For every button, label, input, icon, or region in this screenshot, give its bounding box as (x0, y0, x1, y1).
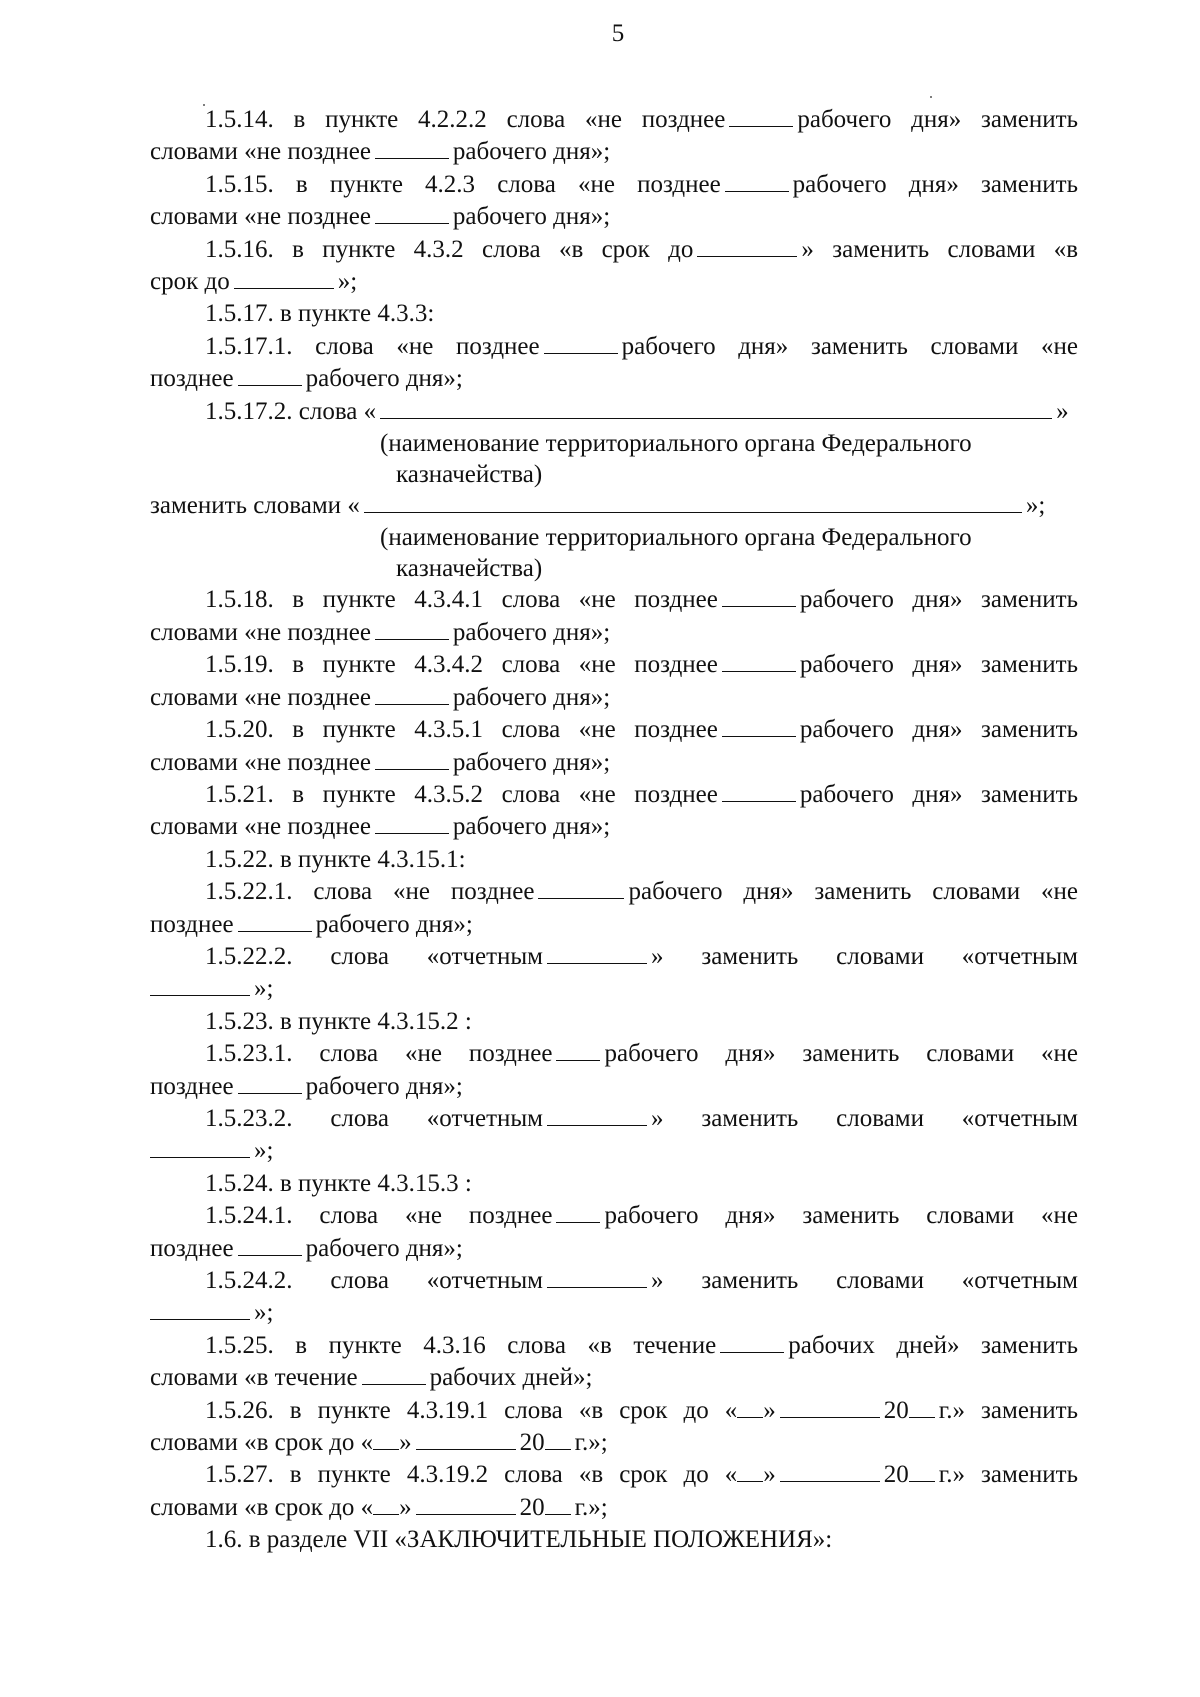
blank-field (909, 1395, 935, 1418)
replace-with-line: заменить словами « »; (150, 492, 1046, 520)
item-1-5-18-cont: словами «не позднее рабочего дня»; (150, 618, 611, 646)
blank-field (364, 490, 1022, 513)
item-1-5-20: 1.5.20. в пункте 4.3.5.1 слова «не позднее рабочего дня» заменить (205, 716, 1078, 744)
blank-field (375, 747, 449, 770)
blank-field (416, 1427, 516, 1450)
blank-field (556, 1038, 600, 1061)
blank-field (780, 1459, 880, 1482)
blank-field (373, 1492, 399, 1515)
item-1-5-22-1: 1.5.22.1. слова «не позднее рабочего дня» заменить словами «не (205, 878, 1078, 906)
item-1-5-26: 1.5.26. в пункте 4.3.19.1 слова «в срок до « » 20 г.» заменить (205, 1396, 1078, 1424)
item-1-5-17-1-cont: позднее рабочего дня»; (150, 365, 463, 393)
blank-field (547, 941, 647, 964)
item-1-5-20-cont: словами «не позднее рабочего дня»; (150, 748, 611, 776)
item-1-5-16: 1.5.16. в пункте 4.3.2 слова «в срок до » заменить словами «в (205, 235, 1079, 263)
blank-field (150, 1297, 250, 1320)
blank-field (544, 331, 618, 354)
blank-field (375, 136, 449, 159)
blank-field (720, 1330, 784, 1353)
blank-field (150, 973, 250, 996)
item-1-5-23-1: 1.5.23.1. слова «не позднее рабочего дня» заменить словами «не (205, 1040, 1078, 1068)
item-1-5-23-2-cont: »; (150, 1135, 1078, 1167)
blank-field (238, 909, 312, 932)
blank-field (547, 1265, 647, 1288)
item-1-6: 1.6. в разделе VII «ЗАКЛЮЧИТЕЛЬНЫЕ ПОЛОЖЕНИЯ»: (205, 1526, 833, 1554)
item-1-5-24-1-cont: позднее рабочего дня»; (150, 1234, 463, 1262)
blank-field (362, 1362, 426, 1385)
blank-field (722, 584, 796, 607)
item-1-5-19: 1.5.19. в пункте 4.3.4.2 слова «не позднее рабочего дня» заменить (205, 651, 1078, 679)
item-1-5-24-2-cont: »; (150, 1297, 1078, 1329)
item-1-5-23-1-cont: позднее рабочего дня»; (150, 1072, 463, 1100)
blank-field (375, 682, 449, 705)
blank-field (737, 1395, 763, 1418)
caption-territorial-organ: (наименование территориального органа Федерального казначейства) (380, 430, 972, 489)
blank-field (722, 649, 796, 672)
item-1-5-23: 1.5.23. в пункте 4.3.15.2 : (205, 1007, 472, 1035)
item-1-5-15-cont: словами «не позднее рабочего дня»; (150, 203, 611, 231)
item-1-5-23-2: 1.5.23.2. слова «отчетным » заменить словами «отчетным (205, 1104, 1078, 1132)
blank-field (722, 779, 796, 802)
blank-field (150, 1135, 250, 1158)
blank-field (737, 1459, 763, 1482)
blank-field (722, 714, 796, 737)
item-1-5-22-2-cont: »; (150, 973, 1078, 1005)
blank-field (545, 1492, 571, 1515)
item-1-5-21: 1.5.21. в пункте 4.3.5.2 слова «не позднее рабочего дня» заменить (205, 780, 1078, 808)
item-1-5-24-2: 1.5.24.2. слова «отчетным » заменить словами «отчетным (205, 1267, 1078, 1294)
item-1-5-22: 1.5.22. в пункте 4.3.15.1: (205, 845, 466, 873)
item-1-5-17-1: 1.5.17.1. слова «не позднее рабочего дня» заменить словами «не (205, 332, 1078, 360)
item-1-5-14: 1.5.14. в пункте 4.2.2.2 слова «не позднее рабочего дня» заменить (205, 106, 1078, 133)
blank-field (238, 1233, 302, 1256)
item-1-5-18: 1.5.18. в пункте 4.3.4.1 слова «не позднее рабочего дня» заменить (205, 586, 1078, 614)
blank-field (725, 169, 789, 192)
item-1-5-17-2: 1.5.17.2. слова « » (205, 397, 1069, 425)
scan-speck (930, 96, 932, 98)
item-1-5-14-cont: словами «не позднее рабочего дня»; (150, 138, 611, 166)
item-1-5-15: 1.5.15. в пункте 4.2.3 слова «не позднее рабочего дня» заменить (205, 170, 1078, 198)
blank-field (234, 266, 334, 289)
item-1-5-16-cont: срок до »; (150, 268, 358, 296)
item-1-5-25: 1.5.25. в пункте 4.3.16 слова «в течение рабочих дней» заменить (205, 1331, 1078, 1359)
blank-field (375, 811, 449, 834)
blank-field (545, 1427, 571, 1450)
blank-field (729, 104, 793, 127)
item-1-5-24: 1.5.24. в пункте 4.3.15.3 : (205, 1169, 472, 1197)
blank-field (538, 876, 624, 899)
blank-field (697, 234, 797, 257)
item-1-5-21-cont: словами «не позднее рабочего дня»; (150, 813, 611, 841)
blank-field (380, 396, 1052, 419)
item-1-5-26-cont: словами «в срок до « » 20 г.»; (150, 1429, 608, 1457)
item-1-5-27: 1.5.27. в пункте 4.3.19.2 слова «в срок до « » 20 г.» заменить (205, 1461, 1078, 1489)
blank-field (238, 363, 302, 386)
item-1-5-19-cont: словами «не позднее рабочего дня»; (150, 683, 611, 711)
blank-field (375, 201, 449, 224)
blank-field (238, 1071, 302, 1094)
blank-field (416, 1492, 516, 1515)
item-1-5-25-cont: словами «в течение рабочих дней»; (150, 1364, 593, 1392)
document-body (150, 104, 1078, 1557)
blank-field (373, 1427, 399, 1450)
item-1-5-27-cont: словами «в срок до « » 20 г.»; (150, 1493, 608, 1521)
item-1-5-22-2: 1.5.22.2. слова «отчетным » заменить словами «отчетным (205, 942, 1078, 970)
blank-field (556, 1200, 600, 1223)
item-1-5-22-1-cont: позднее рабочего дня»; (150, 910, 473, 938)
blank-field (909, 1459, 935, 1482)
scan-speck (203, 104, 205, 106)
blank-field (780, 1395, 880, 1418)
blank-field (547, 1103, 647, 1126)
item-1-5-17: 1.5.17. в пункте 4.3.3: (205, 300, 435, 328)
page-number: 5 (611, 20, 625, 47)
item-1-5-24-1: 1.5.24.1. слова «не позднее рабочего дня» заменить словами «не (205, 1202, 1078, 1230)
blank-field (375, 617, 449, 640)
caption-territorial-organ-2: (наименование территориального органа Федерального казначейства) (380, 524, 972, 583)
